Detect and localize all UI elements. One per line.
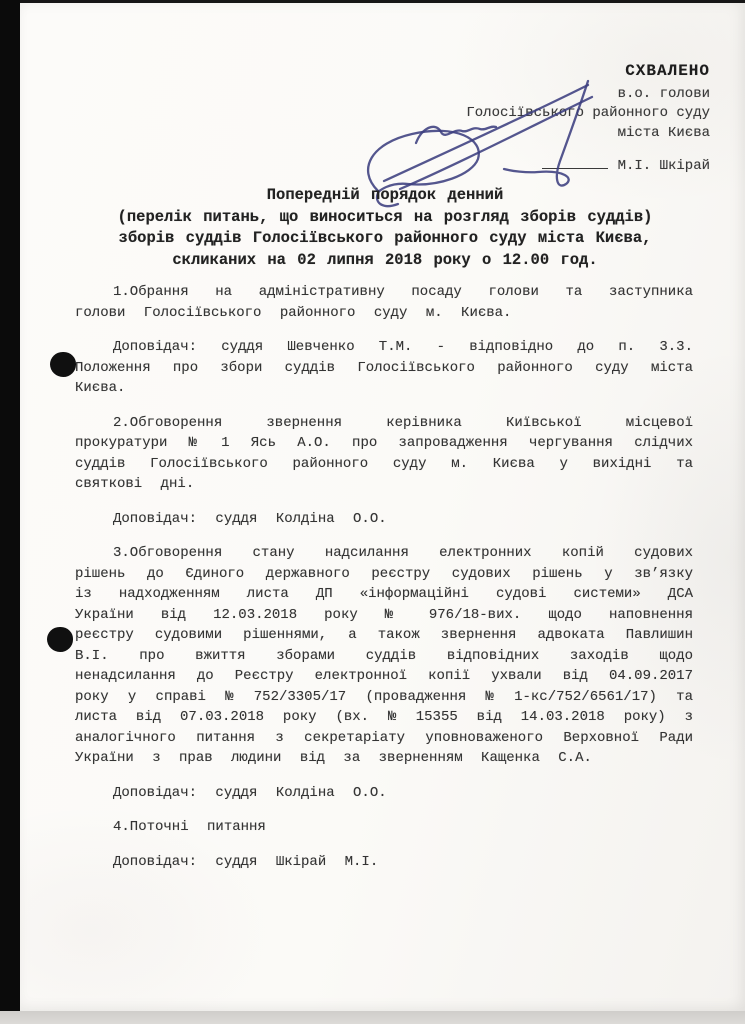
document-page	[20, 3, 745, 1011]
approval-block	[466, 62, 710, 177]
document-title	[75, 185, 695, 271]
approver-position-line: в.о. голови	[617, 85, 710, 102]
scan-edge-bottom	[0, 1011, 745, 1024]
title-line-4: скликаних на 02 липня 2018 року о 12.00 год.	[172, 250, 598, 269]
signature-line	[466, 157, 710, 177]
signer-name: М.І. Шкірай	[617, 158, 710, 174]
hole-punch-mark-bottom	[47, 627, 73, 652]
agenda-item-4: 4.Поточні питання	[113, 819, 266, 835]
signature-blank-line	[542, 168, 608, 169]
title-line-1: Попередній порядок денний	[266, 186, 504, 204]
title-line-3: зборів суддів Голосіївського районного суду міста Києва,	[118, 229, 652, 247]
scan-edge-left	[0, 0, 20, 1011]
agenda-item-3-reporter: Доповідач: суддя Колдіна О.О.	[113, 784, 387, 801]
approver-position-line: міста Києва	[617, 124, 710, 141]
agenda-item-3: 3.Обговорення стану надсилання електронних копій судових рішень до Єдиного державного реєстру судових рішень у зв’язку із надходженням листа ДП «інформаційні судові системи» ДСА України від 12.03.2018 року № 976/18-вих. щодо наповнення реєстру судовими рішеннями, а також звернення адвоката Павлишин В.І. про вжиття зборами суддів відповідних заходів щодо ненадсилання до Реєстру електронної копії ухвали від 04.09.2017 року у справі № 752/3305/17 (провадження № 1-кс/752/6561/17) та листа від 07.03.2018 року (вх. № 15355 від 14.03.2018 року) з аналогічного питання з секретаріату уповноваженого Верховної Ради України з прав людини від за зверненням Кащенка С.А.	[75, 545, 693, 766]
title-line-2: (перелік питань, що виноситься на розгляд зборів суддів)	[117, 207, 653, 226]
agenda-item-1-reporter: Доповідач: суддя Шевченко Т.М. - відповідно до п. 3.3. Положення про збори суддів Голосіївського районного суду міста Києва.	[75, 339, 693, 396]
agenda-item-4-reporter: Доповідач: суддя Шкірай М.І.	[113, 853, 379, 870]
agenda-item-1: 1.Обрання на адміністративну посаду голови та заступника голови Голосіївського районного суду м. Києва.	[75, 284, 693, 321]
hole-punch-mark-top	[50, 352, 76, 377]
approval-stamp-label: СХВАЛЕНО	[625, 62, 710, 80]
agenda-body	[75, 282, 693, 886]
approver-position-line: Голосіївського районного суду	[466, 105, 710, 121]
agenda-item-2: 2.Обговорення звернення керівника Київської місцевої прокуратури № 1 Ясь А.О. про запровадження чергування слідчих суддів Голосіївського районного суду м. Києва у вихідні та святкові дні.	[75, 414, 693, 492]
agenda-item-2-reporter: Доповідач: суддя Колдіна О.О.	[113, 510, 387, 527]
